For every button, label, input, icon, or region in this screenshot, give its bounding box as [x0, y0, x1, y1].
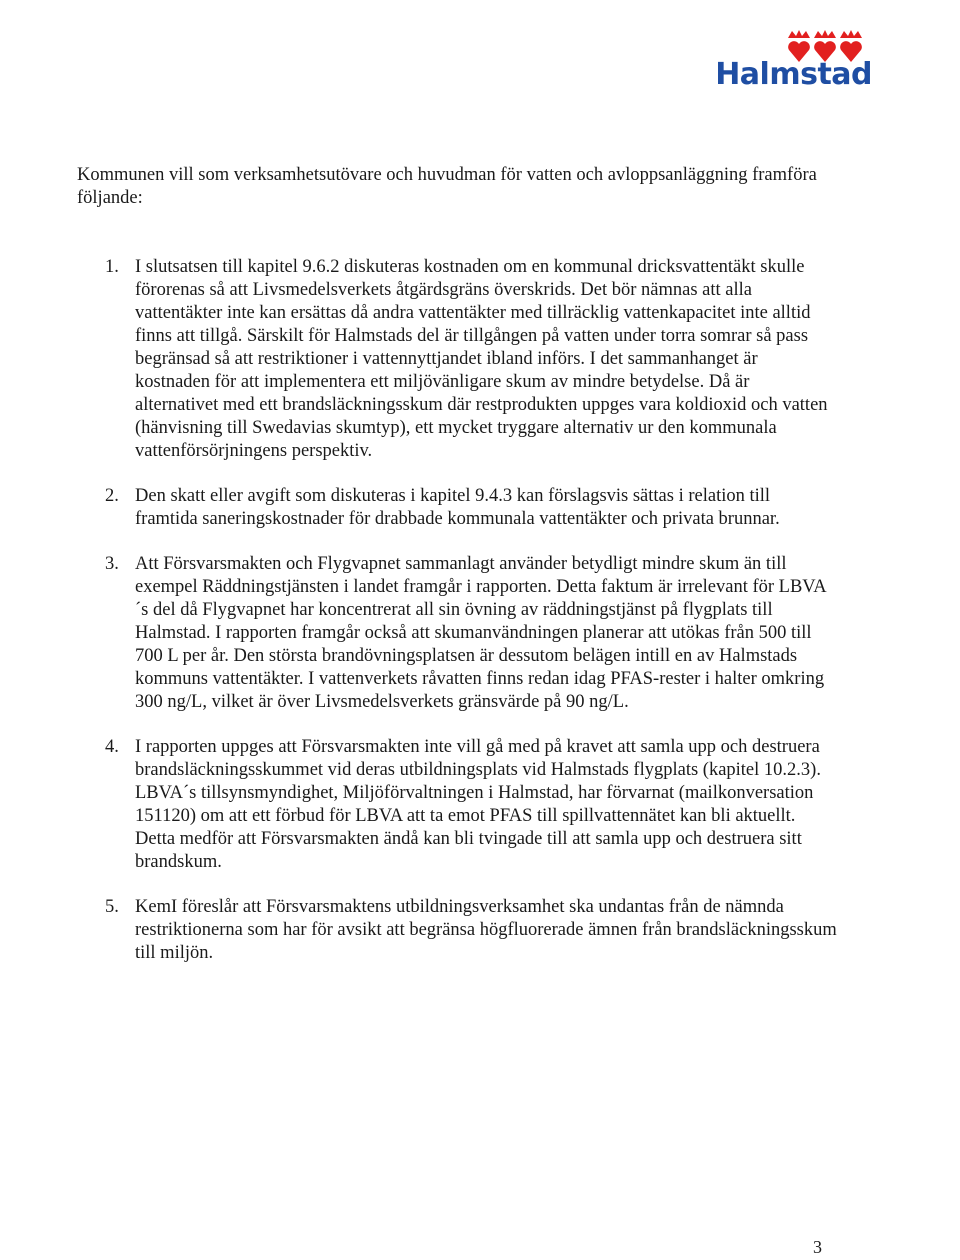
list-item — [77, 485, 837, 531]
page-number: 3 — [813, 1237, 822, 1257]
logo-wordmark: Halmstad — [715, 57, 872, 92]
list-item-number: 2. — [105, 486, 119, 506]
list-item-number: 3. — [105, 554, 119, 574]
list-item-number: 5. — [105, 897, 119, 917]
list-item — [77, 736, 837, 874]
list-item-text: KemI föreslår att Försvarsmaktens utbildningsverksamhet ska undantas från de nämnda restriktionerna som har för avsikt att begränsa högfluorerade ämnen från brandsläckningsskum till miljön. — [135, 897, 837, 963]
halmstad-logo — [715, 28, 872, 94]
intro-paragraph: Kommunen vill som verksamhetsutövare och huvudman för vatten och avloppsanläggning framföra följande: — [77, 165, 817, 208]
list-item — [77, 256, 837, 463]
list-item — [77, 553, 837, 714]
list-item-number: 1. — [105, 257, 119, 277]
list-item-text: I slutsatsen till kapitel 9.6.2 diskuteras kostnaden om en kommunal dricksvattentäkt skulle förorenas så att Livsmedelsverkets åtgärdsgräns överskrids. Det bör nämnas att alla vattentäkter inte kan ersättas då andra vattentäkter med tillräcklig vattenkapacitet inte alltid finns att tillgå. Särskilt för Halmstads del är tillgången på vatten under torra somrar så pass begränsad så att restriktioner i vattennyttjandet ibland införs. I det sammanhanget är kostnaden för att implementera ett miljövänligare skum av mindre betydelse. Då är alternativet med ett brandsläckningsskum där restprodukten uppges vara koldioxid och vatten (hänvisning till Swedavias skumtyp), ett mycket tryggare alternativ ur den kommunala vattenförsörjningens perspektiv. — [135, 257, 828, 461]
list-item — [77, 896, 837, 965]
list-item-text: Den skatt eller avgift som diskuteras i kapitel 9.4.3 kan förslagsvis sättas i relation till framtida saneringskostnader för drabbade kommunala vattentäkter och privata brunnar. — [135, 486, 780, 529]
list-item-text: I rapporten uppges att Försvarsmakten inte vill gå med på kravet att samla upp och destruera brandsläckningsskummet vid deras utbildningsplats vid Halmstads flygplats (kapitel 10.2.3). LBVA´s tillsynsmyndighet, Miljöförvaltningen i Halmstad, har förvarnat (mailkonversation 151120) om att ett förbud för LBVA att ta emot PFAS till spillvattennätet kan bli aktuellt. Detta medför att Försvarsmakten ändå kan bli tvingade till att samla upp och destruera sitt brandskum. — [135, 737, 821, 872]
list-item-number: 4. — [105, 737, 119, 757]
list-item-text: Att Försvarsmakten och Flygvapnet sammanlagt använder betydligt mindre skum än till exempel Räddningstjänsten i landet framgår i rapporten. Detta faktum är irrelevant för LBVA´s del då Flygvapnet har koncentrerat all sin övning av räddningstjänst på flygplats till Halmstad. I rapporten framgår också att skumanvändningen planerar att utökas från 500 till 700 L per år. Den största brandövningsplatsen är dessutom belägen intill en av Halmstads kommuns vattentäkter. I vattenverkets råvatten finns redan idag PFAS-rester i halter omkring 300 ng/L, vilket är över Livsmedelsverkets gränsvärde på 90 ng/L. — [135, 554, 827, 712]
numbered-list — [77, 256, 837, 987]
